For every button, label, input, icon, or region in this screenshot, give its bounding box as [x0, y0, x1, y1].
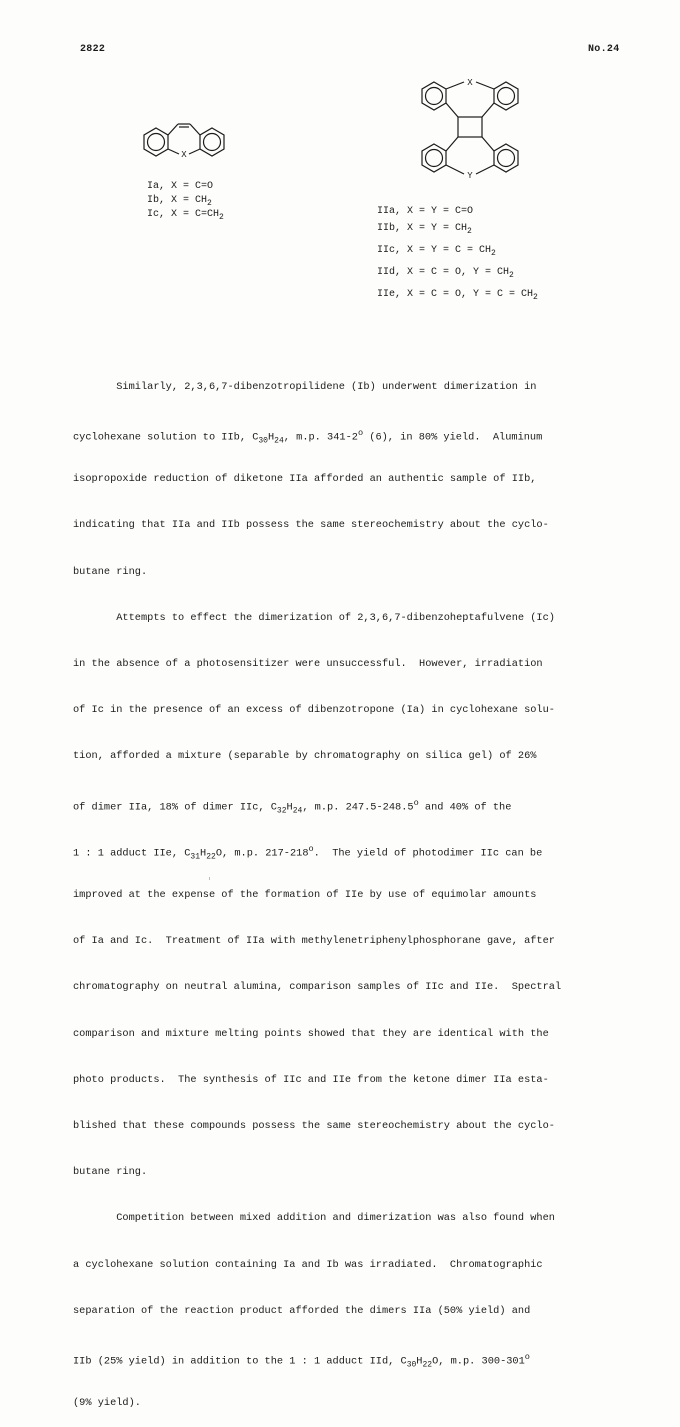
text-line: Attempts to effect the dimerization of 2,3,6,7-dibenzoheptafulvene (Ic)	[73, 611, 555, 624]
text-line: improved at the expense of the formation of IIe by use of equimolar amounts	[73, 889, 537, 902]
label-IIc: IIc, $X = Y = C = CH_2$	[377, 245, 496, 258]
cyclobutane-dimer-structure	[406, 70, 536, 200]
scan-speck	[209, 877, 210, 880]
bottom-bridge-atom-label: Y	[467, 171, 473, 181]
bottom-ring-link-left	[446, 137, 458, 151]
vinylene-bond-1	[168, 124, 178, 135]
bottom-right-aromatic-circle	[498, 150, 515, 167]
label-IIb: IIb, $X = Y = CH_2$	[377, 223, 472, 236]
top-bridge-atom-label: X	[467, 78, 473, 88]
body-text	[73, 349, 613, 1427]
top-ring-link-left	[446, 103, 458, 117]
top-left-aromatic-circle	[426, 88, 443, 105]
label-Ia: Ia, X = C=O	[147, 181, 214, 192]
bridge-bond-left	[168, 149, 179, 154]
dibenzotropone-structure	[128, 108, 240, 178]
bottom-ring-link-right	[482, 137, 494, 151]
text-line: separation of the reaction product afforded the dimers IIa (50% yield) and	[73, 1304, 531, 1317]
text-line: Competition between mixed addition and dimerization was also found when	[73, 1212, 555, 1225]
text-line: butane ring.	[73, 1166, 148, 1179]
text-line: comparison and mixture melting points showed that they are identical with the	[73, 1027, 549, 1040]
top-right-aromatic-circle	[498, 88, 515, 105]
text-line: of dimer IIa, 18% of dimer IIc, $C_{32}H_{24}$, m.p. 247.5-248.5$^o$ and 40% of the	[73, 797, 512, 816]
text-line: of Ic in the presence of an excess of dibenzotropone (Ia) in cyclohexane solu-	[73, 704, 555, 717]
label-Ib: Ib, $X = CH_2$	[147, 195, 212, 208]
text-line: in the absence of a photosensitizer were unsuccessful. However, irradiation	[73, 658, 543, 671]
label-Ic: Ic, $X = C=CH_2$	[147, 209, 224, 222]
bridge-bond-right	[189, 149, 200, 154]
bottom-bridge-right	[476, 165, 494, 174]
text-line: chromatography on neutral alumina, comparison samples of IIc and IIe. Spectral	[73, 981, 562, 994]
bottom-left-aromatic-circle	[426, 150, 443, 167]
text-line: of Ia and Ic. Treatment of IIa with methylenetriphenylphosphorane gave, after	[73, 935, 555, 948]
vinylene-bond-3	[190, 124, 200, 135]
text-line: photo products. The synthesis of IIc and IIe from the ketone dimer IIa esta-	[73, 1073, 549, 1086]
top-bridge-right	[476, 82, 494, 89]
text-line: cyclohexane solution to IIb, $C_{30}H_{24}$, m.p. 341-2$^o$ (6), in 80% yield. Aluminum	[73, 428, 543, 446]
text-line: IIb (25% yield) in addition to the 1 : 1 adduct IId, $C_{30}H_{22}O$, m.p. 300-301$^o$	[73, 1352, 530, 1370]
label-IIe: IIe, X = C = O, $Y = C = CH_2$	[377, 289, 538, 302]
right-aromatic-circle	[204, 134, 221, 151]
text-line: indicating that IIa and IIb possess the same stereochemistry about the cyclo-	[73, 519, 549, 532]
left-aromatic-circle	[148, 134, 165, 151]
bottom-bridge-left	[446, 165, 464, 174]
label-IIa: IIa, X = Y = C=O	[377, 206, 474, 217]
text-line: Similarly, 2,3,6,7-dibenzotropilidene (Ib) underwent dimerization in	[73, 380, 537, 393]
bridge-atom-label: X	[181, 150, 187, 160]
text-line: 1 : 1 adduct IIe, $C_{31}H_{22}O$, m.p. 217-218$^o$. The yield of photodimer IIc can be	[73, 843, 543, 862]
top-bridge-left	[446, 82, 464, 89]
text-line: blished that these compounds possess the same stereochemistry about the cyclo-	[73, 1120, 555, 1133]
label-IId: IId, X = C = O, $Y = CH_2$	[377, 267, 514, 280]
text-line: (9% yield).	[73, 1397, 141, 1410]
text-line: butane ring.	[73, 565, 148, 578]
text-line: isopropoxide reduction of diketone IIa afforded an authentic sample of IIb,	[73, 473, 537, 486]
page-number: 2822	[80, 44, 106, 55]
text-line: tion, afforded a mixture (separable by chromatography on silica gel) of 26%	[73, 750, 537, 763]
top-ring-link-right	[482, 103, 494, 117]
journal-issue: No.24	[588, 44, 620, 55]
cyclobutane-ring	[458, 117, 482, 137]
text-line: a cyclohexane solution containing Ia and Ib was irradiated. Chromatographic	[73, 1258, 543, 1271]
